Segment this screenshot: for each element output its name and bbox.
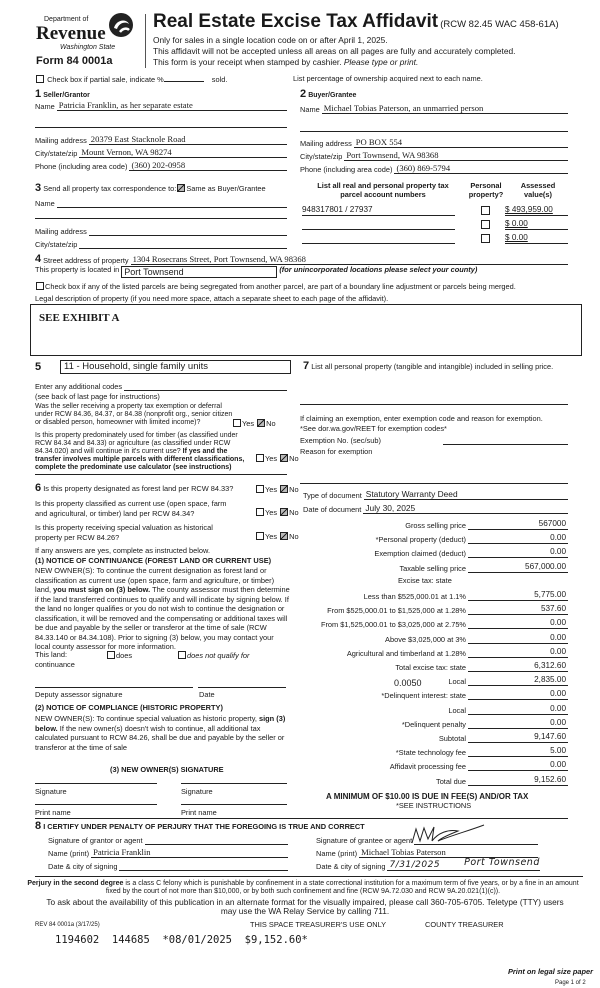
personal-property-checkbox[interactable] bbox=[481, 220, 490, 229]
yes-checkbox[interactable] bbox=[256, 485, 264, 493]
tax-row-value[interactable]: 2,835.00 bbox=[468, 675, 568, 686]
assessed-col-header: Assessed value(s) bbox=[520, 181, 556, 199]
forest-question bbox=[35, 482, 233, 495]
header-line-1: Only for sales in a single location code on or after April 1, 2025. bbox=[153, 35, 388, 45]
label: Yes bbox=[242, 419, 255, 428]
tax-row-label: Local bbox=[448, 705, 466, 715]
tax-row bbox=[300, 746, 568, 757]
buyer-mail-value[interactable]: PO BOX 554 bbox=[354, 137, 568, 148]
does-not-checkbox[interactable] bbox=[178, 651, 186, 659]
see-instructions: *SEE INSTRUCTIONS bbox=[396, 801, 472, 810]
yes-checkbox[interactable] bbox=[256, 508, 264, 516]
tax-row-value[interactable]: 0.00 bbox=[468, 760, 568, 771]
tax-row-label: Above $3,025,000 at 3% bbox=[385, 634, 466, 644]
buyer-phone-field[interactable] bbox=[300, 163, 568, 174]
t: is a class C felony which is punishable by confinement in a state correctional institution for a maximum term of five years, or by a fine in an amount fixed by the court of not more than $10,000, or by both such confinement and fine (RCW 9A.72.030 and RCW 9A.20.021(1)(c)). bbox=[105, 880, 579, 895]
tax-row-label: Subtotal bbox=[438, 734, 466, 743]
buyer-name-field[interactable] bbox=[300, 103, 568, 114]
t: you must sign on (3) below. bbox=[53, 585, 151, 594]
personal-property-label bbox=[303, 361, 571, 372]
label: Phone (including area code) bbox=[300, 165, 393, 174]
historic-question: Is this property receiving special valuation as historical property per RCW 84.26? bbox=[35, 523, 213, 542]
yes-checkbox[interactable] bbox=[256, 454, 264, 462]
segregated-label: Check box if any of the listed parcels are being segregated from another parcel, are part of a boundary line adjustment or parcels being merged. bbox=[45, 282, 516, 291]
certify-row bbox=[35, 820, 365, 833]
grantor-name-field[interactable] bbox=[48, 847, 288, 858]
additional-codes-field[interactable] bbox=[35, 380, 287, 391]
reason-label: Reason for exemption bbox=[300, 447, 373, 456]
buyer-heading-label: Buyer/Grantee bbox=[308, 92, 357, 99]
parcel-row bbox=[300, 233, 568, 245]
current-use-question: Is this property classified as current use (open space, farm and agricultural, or timber) land per RCW 84.34? bbox=[35, 499, 227, 518]
tax-row-value[interactable]: 537.60 bbox=[468, 604, 568, 615]
t: NEW OWNER(S): To continue special valuation as historic property, bbox=[35, 714, 257, 723]
label: Yes bbox=[265, 454, 278, 463]
handwritten-city: Port Townsend bbox=[464, 857, 540, 868]
type-print-note: Please type or print. bbox=[343, 57, 419, 67]
header-divider bbox=[145, 14, 146, 68]
additional-codes-value[interactable] bbox=[124, 380, 287, 391]
section-number: 6 bbox=[35, 482, 42, 494]
grantee-date-value[interactable] bbox=[387, 857, 540, 871]
seller-mail-value[interactable]: 20379 East Stacknole Road bbox=[89, 134, 287, 145]
tax-row-value[interactable]: 0.00 bbox=[468, 533, 568, 544]
tax-row bbox=[300, 760, 568, 771]
this-land-label: This land: bbox=[35, 650, 68, 659]
tax-row-label: Less than $525,000.01 at 1.1% bbox=[363, 592, 466, 601]
label: Name bbox=[35, 102, 55, 111]
grantor-date-value[interactable] bbox=[119, 860, 288, 871]
tax-row bbox=[300, 633, 568, 644]
corr-name-field[interactable] bbox=[35, 197, 287, 208]
legal-description-label: Legal description of property (if you need more space, attach a separate sheet to each page of the affidavit). bbox=[35, 294, 389, 303]
tax-row bbox=[300, 704, 568, 715]
tax-row bbox=[300, 689, 568, 700]
tax-row bbox=[300, 661, 568, 672]
label: Mailing address bbox=[35, 136, 87, 145]
if-yes-note: If any answers are yes, complete as instructed below. bbox=[35, 546, 210, 555]
print-legal-note: Print on legal size paper bbox=[508, 967, 594, 976]
tax-row bbox=[300, 562, 568, 573]
seller-city-field[interactable] bbox=[35, 147, 287, 158]
tax-row bbox=[300, 732, 568, 743]
tax-row-value[interactable]: 0.00 bbox=[468, 704, 568, 715]
label: Name bbox=[300, 105, 320, 114]
corr-city-value[interactable] bbox=[79, 238, 287, 249]
personal-col-header: Personal property? bbox=[468, 181, 504, 199]
section-number: 4 bbox=[35, 253, 42, 265]
tax-row-label: Exemption claimed (deduct) bbox=[374, 549, 466, 559]
corr-mail-field[interactable] bbox=[35, 225, 287, 236]
corr-city-field[interactable] bbox=[35, 238, 287, 249]
label: Signature of grantee or agent bbox=[316, 836, 413, 845]
see-back-note: (see back of last page for instructions) bbox=[35, 392, 160, 401]
tax-row-value[interactable]: 0.00 bbox=[468, 633, 568, 644]
partial-sale-suffix: sold. bbox=[211, 75, 228, 84]
grantor-date-field[interactable] bbox=[48, 860, 288, 871]
section-number: 7 bbox=[303, 360, 310, 372]
deputy-sig-label: Deputy assessor signature bbox=[35, 690, 123, 699]
personal-property-line[interactable] bbox=[300, 404, 568, 405]
tax-row bbox=[300, 775, 568, 786]
treasurer-stamp: 1194602 144685 *08/01/2025 $9,152.60* bbox=[55, 934, 308, 946]
tax-row-value[interactable]: 9,152.60 bbox=[468, 775, 568, 786]
section-number: 2 bbox=[300, 88, 307, 100]
notice1-text bbox=[35, 566, 290, 652]
owner1-print-line[interactable] bbox=[35, 804, 157, 805]
tax-row bbox=[300, 533, 568, 544]
location-row bbox=[35, 266, 477, 278]
tax-row bbox=[300, 675, 568, 686]
label: No bbox=[266, 419, 276, 428]
t: NEW OWNER(S): To continue the current designation as forest land or classification as current use (open space, farm and agriculture, or timber) land, bbox=[35, 566, 275, 594]
date-label: Date bbox=[199, 690, 215, 699]
tax-row bbox=[300, 576, 568, 585]
location-select[interactable]: Port Townsend bbox=[121, 266, 277, 278]
tax-row-value[interactable]: 0.00 bbox=[468, 689, 568, 700]
grantor-signature-value[interactable] bbox=[145, 834, 289, 845]
tax-row bbox=[300, 547, 568, 558]
continuance-label: continuance bbox=[35, 660, 75, 669]
same-as-buyer-label: Same as Buyer/Grantee bbox=[186, 184, 266, 193]
tax-row bbox=[300, 519, 568, 530]
forest-answer bbox=[255, 485, 299, 495]
exemption-question: Was the seller receiving a property tax exemption or deferral under RCW 84.36, 84.37, or 84.38 (nonprofit org., senior citizen or disabled person, homeowner with limited income)? bbox=[35, 403, 233, 426]
label: Yes bbox=[265, 508, 278, 517]
buyer-mail-field[interactable] bbox=[300, 137, 568, 148]
label: Street address of property bbox=[43, 256, 129, 265]
yes-checkbox[interactable] bbox=[233, 419, 241, 427]
handwritten-date: 7/31/2025 bbox=[389, 860, 441, 870]
label: Yes bbox=[265, 532, 278, 541]
buyer-name-value[interactable]: Michael Tobias Paterson, an unmarried person bbox=[322, 103, 568, 114]
label: Enter any additional codes bbox=[35, 382, 123, 391]
perjury-notice bbox=[22, 880, 584, 896]
yes-checkbox[interactable] bbox=[256, 532, 264, 540]
receipt-note: This form is your receipt when stamped by cashier. bbox=[153, 57, 342, 67]
revision-label: REV 84 0001a (3/17/25) bbox=[35, 922, 100, 928]
grantor-signature-field[interactable] bbox=[48, 834, 288, 845]
seller-name-line-2[interactable] bbox=[35, 127, 287, 128]
label: No bbox=[289, 454, 299, 463]
legal-description-box[interactable] bbox=[30, 304, 582, 356]
local-rate: 0.0050 bbox=[394, 678, 422, 688]
parcel-number-field[interactable] bbox=[302, 219, 455, 230]
parcel-col-header: List all real and personal property tax parcel account numbers bbox=[317, 181, 449, 199]
label: does bbox=[116, 651, 133, 660]
partial-sale-label: Check box if partial sale, indicate % bbox=[47, 75, 164, 84]
assessed-value-field[interactable]: $ 0.00 bbox=[505, 233, 568, 244]
section-number: 8 bbox=[35, 820, 42, 832]
tax-row-label: *Delinquent interest: state bbox=[381, 691, 466, 701]
dor-logo-icon bbox=[108, 12, 134, 38]
grantee-signature-image bbox=[408, 823, 488, 845]
tax-row-value[interactable]: 5,775.00 bbox=[468, 590, 568, 601]
assessed-value-field[interactable]: $ 0.00 bbox=[505, 219, 568, 230]
parcel-row bbox=[300, 205, 568, 217]
q-bold: If yes and the transfer involves multiple parcels with different classifications, complete the predominate use calculator (see instructions) bbox=[35, 448, 245, 471]
tax-row-value[interactable]: 9,147.60 bbox=[468, 732, 568, 743]
tax-row-value[interactable]: 0.00 bbox=[468, 618, 568, 629]
tax-row-label: *State technology fee bbox=[395, 748, 466, 758]
print-name-label: Print name bbox=[181, 808, 217, 817]
signature-label: Signature bbox=[35, 787, 67, 796]
t: The county assessor must then determine if the land transferred continues to qualify and will indicate by signing below. If the land no longer qualifies or you do not wish to continue the designation or classification, it will be removed and the compensating or additional taxes will be due and payable by the seller or transferor at the time of sale (RCW 84.33.140 or 84.34.108). Prior to signing (3) below, you may contact your local county assessor for more information. bbox=[35, 585, 290, 651]
tax-row bbox=[300, 590, 568, 601]
page-title: Real Estate Excise Tax Affidavit bbox=[153, 11, 439, 32]
tax-row-label: *Personal property (deduct) bbox=[375, 535, 466, 545]
form-number: Form 84 0001a bbox=[36, 55, 113, 67]
label: Yes bbox=[265, 485, 278, 494]
seller-heading-label: Seller/Grantor bbox=[43, 92, 90, 99]
does-option bbox=[106, 651, 132, 661]
q1-answer bbox=[232, 419, 276, 429]
label: City/state/zip bbox=[35, 240, 78, 249]
minimum-note: A MINIMUM OF $10.00 IS DUE IN FEE(S) AND/OR TAX bbox=[326, 792, 529, 801]
q-text: Is this property designated as forest land per RCW 84.33? bbox=[43, 484, 234, 493]
street-address-value[interactable]: 1304 Rosecrans Street, Port Townsend, WA 98368 bbox=[131, 254, 568, 265]
alternate-format-notice: To ask about the availability of this publication in an alternate format for the visually impaired, please call 360-705-6705. Teletype (TTY) users may use the WA Relay Service by calling 711. bbox=[46, 897, 564, 916]
divider bbox=[35, 474, 287, 475]
tax-row-label: Agricultural and timberland at 1.28% bbox=[346, 648, 466, 658]
owner2-signature-line[interactable] bbox=[181, 783, 287, 784]
grantor-name-value[interactable]: Patricia Franklin bbox=[91, 847, 288, 858]
tax-row-value[interactable]: 0.00 bbox=[468, 647, 568, 658]
seller-city-value[interactable]: Mount Vernon, WA 98274 bbox=[79, 147, 287, 158]
notice1-title: (1) NOTICE OF CONTINUANCE (FOREST LAND OR CURRENT USE) bbox=[35, 556, 272, 565]
no-checkbox[interactable] bbox=[280, 454, 288, 462]
buyer-phone-value[interactable]: (360) 869-5794 bbox=[394, 163, 568, 174]
tax-row-label: Total due bbox=[436, 776, 466, 786]
section-number: 5 bbox=[35, 361, 42, 373]
segregated-row bbox=[35, 282, 516, 292]
tax-row-value[interactable]: 567000 bbox=[468, 519, 568, 530]
t: If the new owner(s) doesn't wish to continue, all additional tax calculated pursuant to RCW 84.26, shall be due and payable by the seller or transferor at the time of sale bbox=[35, 723, 285, 752]
doc-type-value[interactable]: Statutory Warranty Deed bbox=[364, 489, 568, 500]
buyer-heading bbox=[300, 88, 356, 101]
personal-property-checkbox[interactable] bbox=[481, 206, 490, 215]
tax-row bbox=[300, 647, 568, 658]
grantee-date-field[interactable] bbox=[316, 857, 540, 871]
label: Mailing address bbox=[300, 139, 352, 148]
deputy-date-line[interactable] bbox=[198, 687, 286, 688]
does-checkbox[interactable] bbox=[107, 651, 115, 659]
tax-row-label: Total excise tax: state bbox=[395, 663, 466, 672]
tax-row-value[interactable]: 0.00 bbox=[468, 718, 568, 729]
tax-row-label: Local bbox=[448, 677, 466, 687]
label: Date of document bbox=[303, 505, 362, 514]
label: Signature of grantor or agent bbox=[48, 836, 143, 845]
partial-sale-row bbox=[35, 75, 227, 85]
doc-type-field[interactable] bbox=[303, 489, 568, 500]
print-name-label: Print name bbox=[35, 808, 71, 817]
partial-sale-checkbox[interactable] bbox=[36, 75, 44, 83]
tax-row bbox=[300, 618, 568, 629]
label: Date & city of signing bbox=[48, 862, 118, 871]
seller-name-field[interactable] bbox=[35, 100, 287, 111]
same-as-buyer-checkbox[interactable] bbox=[177, 184, 185, 192]
tax-row-value[interactable]: 5.00 bbox=[468, 746, 568, 757]
county-treasurer-label: COUNTY TREASURER bbox=[425, 920, 504, 929]
label: No bbox=[289, 508, 299, 517]
tax-row-value[interactable]: 6,312.60 bbox=[468, 661, 568, 672]
t: sign (3) below. bbox=[35, 714, 286, 733]
owner2-print-line[interactable] bbox=[181, 804, 287, 805]
correspondence-label: Send all property tax correspondence to: bbox=[43, 184, 177, 193]
washington-state-label: Washington State bbox=[60, 44, 116, 51]
page-title-row bbox=[153, 11, 559, 33]
no-checkbox[interactable] bbox=[257, 419, 265, 427]
seller-phone-value[interactable]: (360) 202-0958 bbox=[129, 160, 287, 171]
buyer-name-line-2[interactable] bbox=[300, 131, 568, 132]
tax-row bbox=[300, 718, 568, 729]
grantee-name-value[interactable]: Michael Tobias Paterson bbox=[359, 847, 538, 858]
header-line-2: This affidavit will not be accepted unless all areas on all pages are fully and accurately completed. bbox=[153, 46, 516, 56]
parcel-number-field[interactable]: 948317801 / 27937 bbox=[302, 205, 455, 216]
seller-phone-field[interactable] bbox=[35, 160, 287, 171]
label: City/state/zip bbox=[300, 152, 343, 161]
exemption-note: If claiming an exemption, enter exemption code and reason for exemption. *See dor.wa.gov/REET for exemption codes* bbox=[300, 414, 543, 433]
located-label: This property is located in bbox=[35, 265, 120, 274]
exemption-no-value[interactable] bbox=[443, 434, 568, 445]
corr-mail-value[interactable] bbox=[89, 225, 287, 236]
ownership-note: List percentage of ownership acquired next to each name. bbox=[293, 74, 483, 83]
divider bbox=[35, 876, 583, 877]
owner1-signature-line[interactable] bbox=[35, 783, 157, 784]
buyer-city-value[interactable]: Port Townsend, WA 98368 bbox=[344, 150, 568, 161]
parcel-number-field[interactable] bbox=[302, 233, 455, 244]
legal-description-value: SEE EXHIBIT A bbox=[39, 312, 120, 324]
label: Name (print) bbox=[316, 849, 358, 858]
section-number: 1 bbox=[35, 88, 42, 100]
corr-name-value[interactable] bbox=[57, 197, 287, 208]
q2-answer bbox=[255, 454, 299, 464]
seller-name-value[interactable]: Patricia Franklin, as her separate estate bbox=[57, 100, 287, 111]
t: List all personal property (tangible and intangible) included in selling price. bbox=[311, 362, 554, 371]
tax-row-label: Gross selling price bbox=[405, 521, 466, 530]
section-number: 3 bbox=[35, 182, 42, 194]
seller-mail-field[interactable] bbox=[35, 134, 287, 145]
correspondence-row bbox=[35, 182, 266, 195]
label: City/state/zip bbox=[35, 149, 78, 158]
does-not-option bbox=[177, 651, 249, 661]
assessed-value-field[interactable]: $ 493,959.00 bbox=[505, 205, 568, 216]
located-note: (for unincorporated locations please select your county) bbox=[279, 265, 478, 274]
header-line-3 bbox=[153, 58, 418, 68]
tax-row-label: Excise tax: state bbox=[398, 575, 452, 585]
q-text: Is this property predominately used for timber (as classified under RCW 84.34 and 84.33) or agriculture (as classified under RCW 84.34.020) and will continue in it's current use? bbox=[35, 432, 238, 455]
label: Name bbox=[35, 199, 55, 208]
doc-date-field[interactable] bbox=[303, 503, 568, 514]
personal-property-checkbox[interactable] bbox=[481, 234, 490, 243]
tax-row-label: From $1,525,000.01 to $3,025,000 at 2.75% bbox=[320, 620, 466, 630]
parcel-row bbox=[300, 219, 568, 231]
land-use-code-select[interactable]: 11 - Household, single family units bbox=[60, 360, 291, 374]
exemption-no-field[interactable] bbox=[300, 434, 568, 445]
notice2-text bbox=[35, 714, 290, 752]
page-number: Page 1 of 2 bbox=[555, 980, 586, 986]
historic-answer bbox=[255, 532, 299, 542]
divider bbox=[35, 818, 568, 819]
street-address-field[interactable] bbox=[35, 253, 568, 265]
doc-date-value[interactable]: July 30, 2025 bbox=[363, 503, 568, 514]
treasurer-use-label: THIS SPACE TREASURER'S USE ONLY bbox=[250, 920, 387, 929]
tax-row-label: Affidavit processing fee bbox=[389, 762, 466, 772]
partial-percent-field[interactable] bbox=[164, 81, 204, 82]
no-checkbox[interactable] bbox=[280, 532, 288, 540]
no-checkbox[interactable] bbox=[280, 485, 288, 493]
timber-question bbox=[35, 432, 253, 472]
t: Perjury in the second degree bbox=[27, 880, 124, 887]
title-citation: (RCW 82.45 WAC 458-61A) bbox=[440, 19, 559, 30]
label: does not qualify for bbox=[187, 651, 250, 660]
label: No bbox=[289, 532, 299, 541]
tax-row-label: Taxable selling price bbox=[399, 563, 466, 573]
label: Date & city of signing bbox=[316, 862, 386, 871]
tax-row bbox=[300, 604, 568, 615]
deputy-signature-line[interactable] bbox=[35, 687, 193, 688]
tax-row-value[interactable]: 0.00 bbox=[468, 547, 568, 558]
label: No bbox=[289, 485, 299, 494]
corr-name-line-2[interactable] bbox=[35, 218, 287, 219]
reason-line[interactable] bbox=[300, 483, 568, 484]
dept-of-label: Department of bbox=[44, 16, 89, 23]
tax-row-label: *Delinquent penalty bbox=[401, 719, 466, 729]
no-checkbox[interactable] bbox=[280, 508, 288, 516]
revenue-logo-text: Revenue bbox=[36, 23, 106, 44]
signature-label: Signature bbox=[181, 787, 213, 796]
seller-heading bbox=[35, 88, 90, 101]
label: Phone (including area code) bbox=[35, 162, 128, 171]
new-owner-sig-title: (3) NEW OWNER(S) SIGNATURE bbox=[110, 765, 224, 774]
current-use-answer bbox=[255, 508, 299, 518]
tax-row-label: From $525,000.01 to $1,525,000 at 1.28% bbox=[327, 606, 466, 616]
label: Exemption No. (sec/sub) bbox=[300, 436, 381, 445]
label: Mailing address bbox=[35, 227, 87, 236]
tax-row-value[interactable]: 567,000.00 bbox=[468, 562, 568, 573]
certify-statement: I CERTIFY UNDER PENALTY OF PERJURY THAT THE FOREGOING IS TRUE AND CORRECT bbox=[43, 822, 365, 831]
segregated-checkbox[interactable] bbox=[36, 282, 44, 290]
label: Type of document bbox=[303, 491, 362, 500]
buyer-city-field[interactable] bbox=[300, 150, 568, 161]
label: Name (print) bbox=[48, 849, 90, 858]
notice2-title: (2) NOTICE OF COMPLIANCE (HISTORIC PROPERTY) bbox=[35, 703, 223, 712]
